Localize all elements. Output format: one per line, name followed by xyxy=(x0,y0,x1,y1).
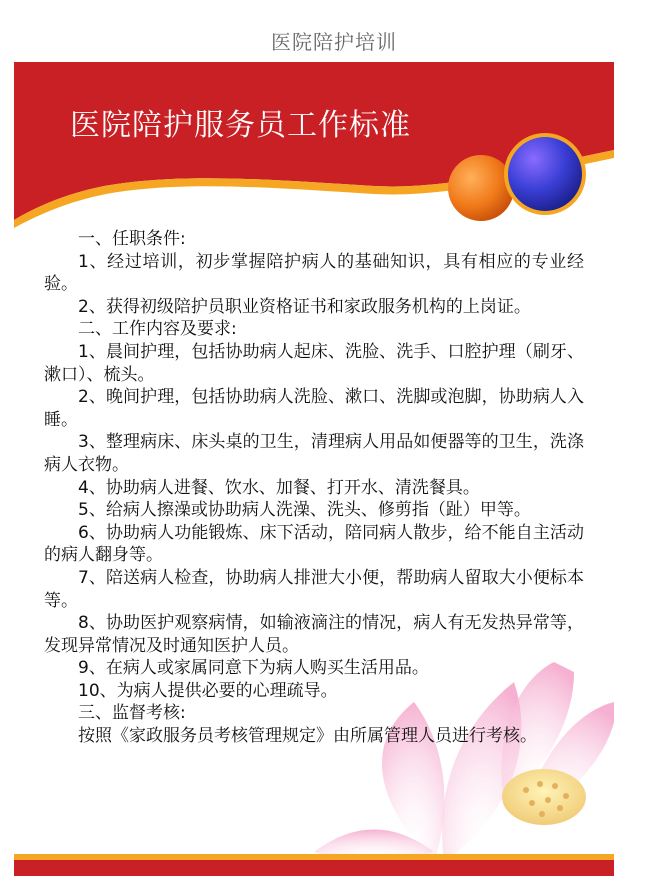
list-item: 8、协助医护观察病情，如输液滴注的情况，病人有无发热异常等，发现异常情况及时通知医护人员。 xyxy=(44,613,584,656)
section-heading-1: 一、任职条件: xyxy=(78,229,186,249)
list-item: 5、给病人擦澡或协助病人洗澡、洗头、修剪指（趾）甲等。 xyxy=(78,500,531,521)
blue-circle xyxy=(508,137,582,211)
section-heading-2: 二、工作内容及要求: xyxy=(78,319,237,340)
list-item: 10、为病人提供必要的心理疏导。 xyxy=(78,680,338,701)
list-item: 1、晨间护理，包括协助病人起床、洗脸、洗手、口腔护理（刷牙、漱口）、梳头。 xyxy=(44,341,584,385)
list-item: 9、在病人或家属同意下为病人购买生活用品。 xyxy=(78,658,429,679)
orange-circle xyxy=(448,155,514,221)
list-item: 2、晚间护理，包括协助病人洗脸、漱口、洗脚或泡脚，协助病人入睡。 xyxy=(44,387,584,430)
list-item: 2、获得初级陪护员职业资格证书和家政服务机构的上岗证。 xyxy=(78,296,531,317)
list-item: 1、经过培训，初步掌握陪护病人的基础知识，具有相应的专业经验。 xyxy=(44,251,584,295)
content-body xyxy=(44,228,584,748)
list-item: 6、协助病人功能锻炼、床下活动，陪同病人散步，给不能自主活动的病人翻身等。 xyxy=(44,522,584,566)
bottom-bar xyxy=(14,860,614,876)
poster xyxy=(14,62,614,876)
page-title: 医院陪护培训 xyxy=(271,30,397,54)
poster-heading: 医院陪护服务员工作标准 xyxy=(70,108,411,143)
list-item: 3、整理病床、床头桌的卫生，清理病人用品如便器等的卫生，洗涤病人衣物。 xyxy=(44,432,584,475)
list-item: 4、协助病人进餐、饮水、加餐、打开水、清洗餐具。 xyxy=(78,477,480,498)
section-heading-3: 三、监督考核: xyxy=(78,703,186,724)
list-item: 7、陪送病人检查，协助病人排泄大小便，帮助病人留取大小便标本等。 xyxy=(44,567,584,611)
list-item: 按照《家政服务员考核管理规定》由所属管理人员进行考核。 xyxy=(78,726,537,747)
